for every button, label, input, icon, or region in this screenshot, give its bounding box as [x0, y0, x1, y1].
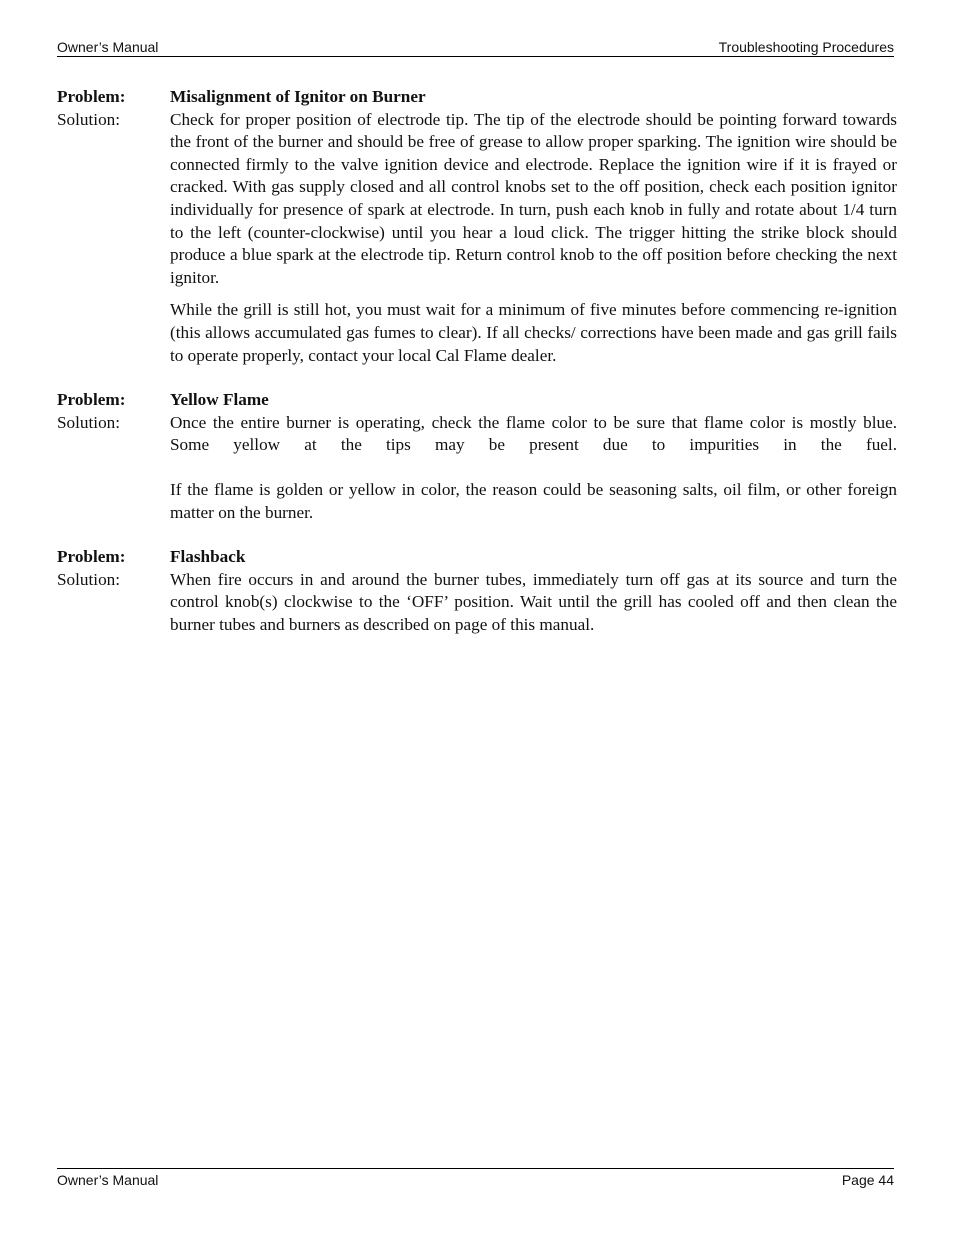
problem-label: Problem: — [57, 547, 126, 567]
problem-title: Flashback — [170, 547, 246, 567]
problem-label: Problem: — [57, 87, 126, 106]
problem-row — [57, 389, 897, 412]
problem-block — [57, 389, 897, 524]
troubleshooting-content — [57, 86, 897, 658]
header-doc-title: Owner’s Manual — [57, 39, 159, 55]
solution-note: If the flame is golden or yellow in color, the reason could be seasoning salts, oil film, or other foreign matter on the burner. — [170, 479, 897, 522]
solution-label: Solution: — [57, 412, 121, 432]
solution-text: When fire occurs in and around the burner tubes, immediately turn off gas at its source and turn the control knob(s) clockwise to the ‘OFF’ position. Wait until the grill has cooled off and then clean the burner tubes and burners as described on page of this manual. — [170, 569, 897, 634]
problem-label: Problem: — [57, 390, 126, 410]
page-number: Page 44 — [841, 1172, 894, 1188]
page-header — [57, 38, 894, 57]
problem-row — [57, 546, 897, 569]
solution-label: Solution: — [57, 569, 121, 589]
problem-block — [57, 86, 897, 367]
footer-doc-title: Owner’s Manual — [57, 1172, 159, 1188]
solution-text: Once the entire burner is operating, check the flame color to be sure that flame color is mostly blue. Some yellow at the tips may be present due to impurities in the fuel. — [170, 412, 897, 455]
problem-row — [57, 86, 897, 109]
solution-note: While the grill is still hot, you must wait for a minimum of five minutes before commencing re-ignition (this allows accumulated gas fumes to clear). If all checks/ corrections have been made and gas grill fails to operate properly, contact your local Cal Flame dealer. — [170, 300, 897, 365]
header-section-title: Troubleshooting Procedures — [718, 39, 894, 55]
problem-title: Yellow Flame — [170, 390, 269, 410]
problem-block — [57, 546, 897, 636]
solution-row — [57, 569, 897, 637]
solution-row — [57, 109, 897, 290]
problem-title: Misalignment of Ignitor on Burner — [170, 87, 426, 106]
solution-text: Check for proper position of electrode tip. The tip of the electrode should be pointing forward towards the front of the burner and should be free of grease to allow proper sparking. The ignition wire should be connected firmly to the valve ignition device and electrode. Replace the ignition wire if it is frayed or cracked. With gas supply closed and all control knobs set to the off position, check each position ignitor individually for presence of spark at electrode. In turn, push each knob in fully and rotate about 1/4 turn to the left (counter-clockwise) until you hear a loud click. The trigger hitting the strike block should produce a blue spark at the electrode tip. Return control knob to the off position before checking the next ignitor. — [170, 109, 897, 287]
solution-label: Solution: — [57, 109, 121, 129]
page-footer — [57, 1168, 894, 1191]
solution-row — [57, 412, 897, 457]
